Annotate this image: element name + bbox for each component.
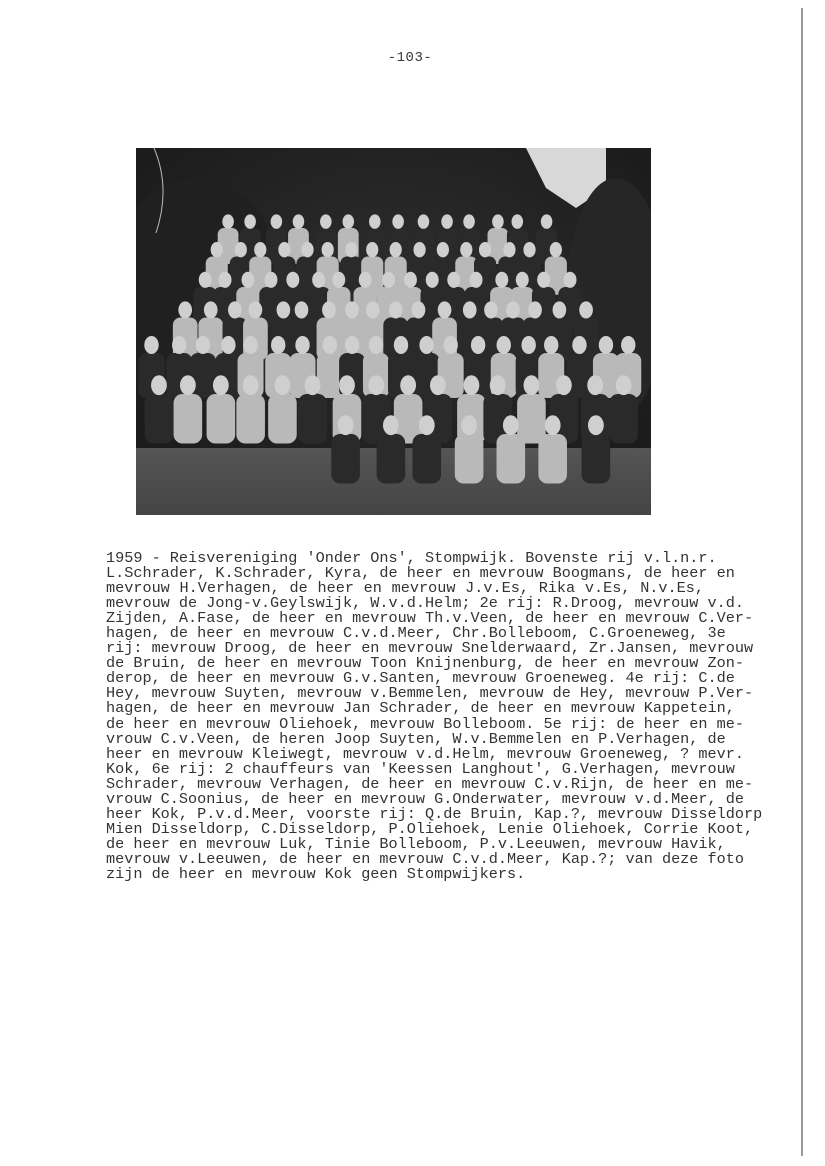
person-body: [145, 394, 174, 444]
person-head: [503, 242, 515, 257]
person-head: [621, 336, 635, 354]
person-head: [400, 375, 416, 395]
person-head: [180, 375, 196, 395]
person-head: [437, 242, 449, 257]
person-head: [243, 375, 259, 395]
person-head: [339, 375, 355, 395]
person-head: [564, 272, 577, 288]
person-head: [286, 272, 299, 288]
person-head: [392, 214, 404, 228]
person-head: [512, 214, 524, 228]
person-head: [419, 415, 435, 435]
person-head: [196, 336, 210, 354]
caption-line: rij: mevrouw Droog, de heer en mevrouw Snelderwaard, Zr.Jansen, mevrouw: [106, 639, 754, 658]
person-head: [521, 336, 535, 354]
group-photo: [136, 148, 651, 515]
person-head: [243, 336, 257, 354]
person-head: [369, 214, 381, 228]
caption-line: de Bruin, de heer en mevrouw Toon Knijnenburg, de heer en mevrouw Zon-: [106, 654, 744, 673]
person-head: [199, 272, 212, 288]
person-head: [426, 272, 439, 288]
person-head: [463, 301, 477, 318]
person-head: [305, 375, 321, 395]
person-head: [412, 301, 426, 318]
person-head: [383, 415, 399, 435]
person-body: [317, 353, 343, 398]
person-head: [254, 242, 266, 257]
person-body: [455, 434, 484, 484]
person-head: [587, 375, 603, 395]
person-body: [331, 434, 360, 484]
person-head: [492, 214, 504, 228]
person-head: [244, 214, 256, 228]
person-head: [345, 301, 359, 318]
person-body: [207, 394, 236, 444]
person-head: [545, 415, 561, 435]
person-head: [503, 415, 519, 435]
person-head: [338, 415, 354, 435]
person-head: [389, 301, 403, 318]
caption-line: Schrader, mevrouw Verhagen, de heer en mevrouw C.v.Rijn, de heer en me-: [106, 774, 754, 793]
person-head: [579, 301, 593, 318]
person-body: [609, 394, 638, 444]
person-head: [524, 375, 540, 395]
person-body: [412, 434, 441, 484]
person-head: [271, 336, 285, 354]
person-head: [312, 272, 325, 288]
person-head: [275, 375, 291, 395]
person-head: [219, 272, 232, 288]
person-head: [599, 336, 613, 354]
person-head: [332, 272, 345, 288]
caption-line: hagen, de heer en mevrouw C.v.d.Meer, Chr.Bolleboom, C.Groeneweg, 3e: [106, 624, 726, 643]
person-body: [582, 434, 611, 484]
caption-line: Mien Disseldorp, C.Disseldorp, P.Oliehoek, Lenie Oliehoek, Corrie Koot,: [106, 819, 754, 838]
page-edge-line: [801, 8, 803, 1156]
person-head: [460, 242, 472, 257]
person-head: [390, 242, 402, 257]
person-head: [404, 272, 417, 288]
person-head: [541, 214, 553, 228]
caption-line: Kok, 6e rij: 2 chauffeurs van 'Keessen Langhout', G.Verhagen, mevrouw: [106, 759, 735, 778]
caption-line: hagen, de heer en mevrouw Jan Schrader, de heer en mevrouw Kappetein,: [106, 699, 735, 718]
person-head: [523, 242, 535, 257]
person-body: [538, 434, 567, 484]
person-head: [222, 214, 234, 228]
person-head: [497, 336, 511, 354]
person-head: [461, 415, 477, 435]
person-head: [278, 242, 290, 257]
person-head: [293, 214, 305, 228]
person-head: [419, 336, 433, 354]
person-head: [343, 214, 355, 228]
person-head: [616, 375, 632, 395]
person-head: [151, 375, 167, 395]
person-head: [301, 242, 313, 257]
caption-line: mevrouw H.Verhagen, de heer en mevrouw J.v.Es, Rika v.Es, N.v.Es,: [106, 579, 704, 598]
person-body: [566, 353, 592, 398]
person-head: [366, 242, 378, 257]
caption-line: de heer en mevrouw Oliehoek, mevrouw Bolleboom. 5e rij: de heer en me-: [106, 714, 744, 733]
caption-line: Hey, mevrouw Suyten, mevrouw v.Bemmelen, mevrouw de Hey, mevrouw P.Ver-: [106, 684, 754, 703]
person-head: [484, 301, 498, 318]
person-head: [490, 375, 506, 395]
person-head: [265, 272, 278, 288]
caption-line: 1959 - Reisvereniging 'Onder Ons', Stompwijk. Bovenste rij v.l.n.r.: [106, 549, 717, 567]
person-head: [211, 242, 223, 257]
person-head: [271, 214, 283, 228]
person-head: [470, 272, 483, 288]
person-head: [537, 272, 550, 288]
person-head: [495, 272, 508, 288]
person-head: [443, 336, 457, 354]
person-head: [471, 336, 485, 354]
person-head: [345, 242, 357, 257]
person-head: [213, 375, 229, 395]
person-head: [277, 301, 291, 318]
caption-line: vrouw C.v.Veen, de heren Joop Suyten, W.v.Bemmelen en P.Verhagen, de: [106, 729, 726, 748]
person-head: [228, 301, 242, 318]
person-head: [144, 336, 158, 354]
person-head: [394, 336, 408, 354]
person-body: [174, 394, 203, 444]
person-head: [366, 301, 380, 318]
person-head: [447, 272, 460, 288]
caption-line: mevrouw v.Leeuwen, de heer en mevrouw C.v.d.Meer, Kap.?; van deze foto: [106, 849, 744, 868]
person-head: [516, 272, 529, 288]
person-head: [368, 375, 384, 395]
person-head: [556, 375, 572, 395]
person-body: [298, 394, 327, 444]
person-head: [235, 242, 247, 257]
person-head: [479, 242, 491, 257]
person-body: [497, 434, 526, 484]
person-head: [413, 242, 425, 257]
caption-line: de heer en mevrouw Luk, Tinie Bolleboom, P.v.Leeuwen, mevrouw Havik,: [106, 834, 726, 853]
person-body: [268, 394, 297, 444]
person-head: [322, 301, 336, 318]
caption-line: L.Schrader, K.Schrader, Kyra, de heer en mevrouw Boogmans, de heer en: [106, 564, 735, 583]
person-head: [221, 336, 235, 354]
page-number: -103-: [387, 50, 433, 66]
person-head: [418, 214, 430, 228]
person-head: [345, 336, 359, 354]
person-head: [178, 301, 192, 318]
person-head: [382, 272, 395, 288]
person-head: [204, 301, 218, 318]
person-head: [553, 301, 567, 318]
person-head: [359, 272, 372, 288]
person-head: [323, 336, 337, 354]
person-head: [322, 242, 334, 257]
person-head: [320, 214, 332, 228]
caption-line: heer en mevrouw Kleiwegt, mevrouw v.d.Helm, mevrouw Groeneweg, ? mevr.: [106, 744, 744, 763]
person-head: [463, 375, 479, 395]
caption-line: vrouw C.Soonius, de heer en mevrouw G.Onderwater, mevrouw v.d.Meer, de: [106, 789, 744, 808]
person-head: [295, 301, 309, 318]
person-head: [242, 272, 255, 288]
person-head: [441, 214, 453, 228]
caption-line: derop, de heer en mevrouw G.v.Santen, mevrouw Groeneweg. 4e rij: C.de: [106, 669, 735, 688]
person-head: [172, 336, 186, 354]
person-head: [438, 301, 452, 318]
caption-line: zijn de heer en mevrouw Kok geen Stompwijkers.: [106, 864, 526, 883]
person-head: [430, 375, 446, 395]
person-head: [249, 301, 263, 318]
person-head: [528, 301, 542, 318]
person-head: [369, 336, 383, 354]
person-head: [572, 336, 586, 354]
person-body: [377, 434, 406, 484]
person-head: [550, 242, 562, 257]
caption-line: Zijden, A.Fase, de heer en mevrouw Th.v.Veen, de heer en mevrouw C.Ver-: [106, 609, 754, 628]
group-photo-image: [136, 148, 651, 515]
photo-caption: [106, 549, 763, 883]
person-head: [463, 214, 475, 228]
person-body: [236, 394, 265, 444]
person-head: [295, 336, 309, 354]
person-head: [588, 415, 604, 435]
caption-line: mevrouw de Jong-v.Geylswijk, W.v.d.Helm; 2e rij: R.Droog, mevrouw v.d.: [106, 594, 744, 613]
person-head: [506, 301, 520, 318]
caption-line: heer Kok, P.v.d.Meer, voorste rij: Q.de Bruin, Kap.?, mevrouw Disseldorp: [106, 804, 763, 823]
person-head: [544, 336, 558, 354]
